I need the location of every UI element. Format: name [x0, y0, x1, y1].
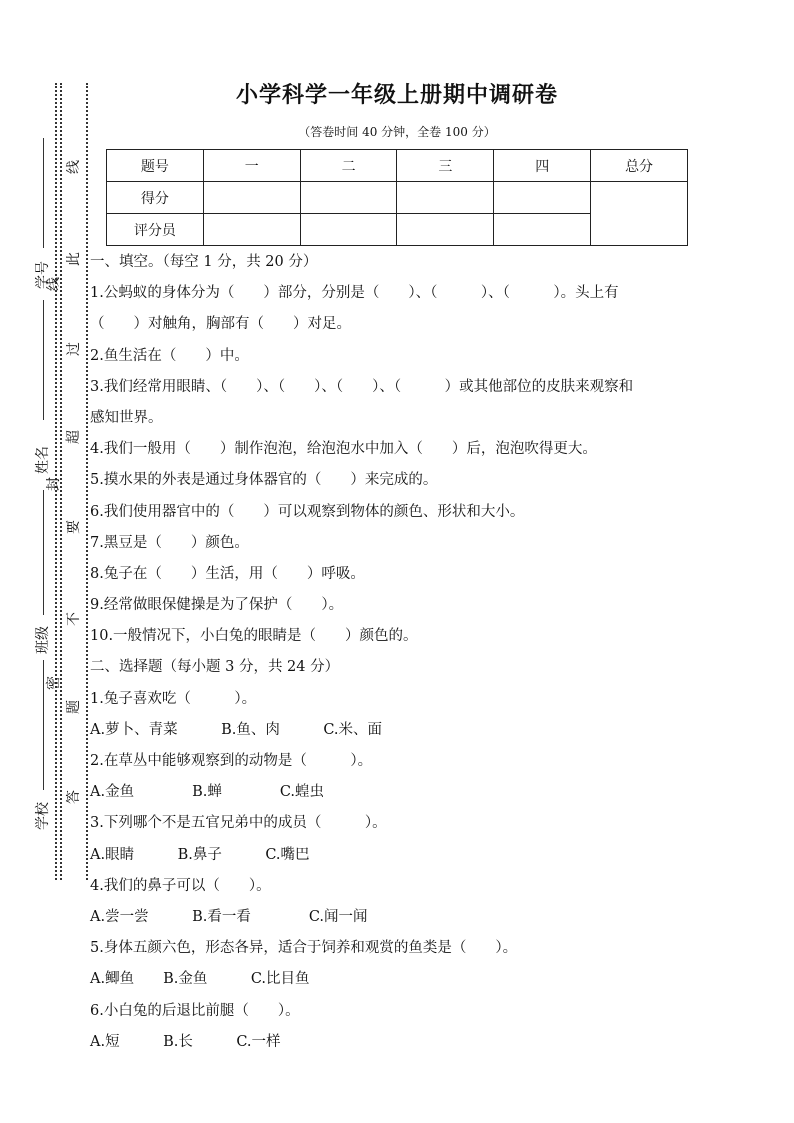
seal-char: 题: [66, 700, 82, 714]
table-header-cell: 四: [494, 150, 591, 182]
score-cell[interactable]: [203, 182, 300, 214]
answer-options: A.短 B.长 C.一样: [90, 1033, 281, 1050]
seal-char: 线: [46, 277, 62, 291]
row-label: 评分员: [107, 214, 204, 246]
class-label: 班级: [35, 626, 51, 654]
seal-char: 密: [46, 676, 62, 690]
answer-options: A.鲫鱼 B.金鱼 C.比目鱼: [90, 971, 310, 988]
table-row: [107, 150, 688, 182]
question-line: 6.小白兔的后退比前腿（ ）。: [90, 1002, 300, 1019]
score-table: [106, 149, 688, 246]
question-line: 2.在草丛中能够观察到的动物是（ ）。: [90, 753, 373, 769]
page-title: 小学科学一年级上册期中调研卷: [235, 83, 558, 108]
question-line: 1.兔子喜欢吃（ ）。: [90, 690, 257, 707]
question-line: 8.兔子在（ ）生活，用（ ）呼吸。: [90, 565, 365, 582]
school-blank: [43, 660, 44, 790]
grader-cell[interactable]: [300, 214, 397, 246]
binding-dotted-line: [86, 83, 88, 880]
answer-options: A.尝一尝 B.看一看 C.闻一闻: [90, 908, 368, 925]
question-line: 7.黑豆是（ ）颜色。: [90, 534, 249, 551]
question-line: 3.我们经常用眼睛、（ ）、（ ）、（ ）、（ ）或其他部位的皮肤来观察和: [90, 378, 634, 395]
name-label: 姓名: [35, 446, 51, 474]
table-header-cell: 二: [300, 150, 397, 182]
school-label: 学校: [35, 802, 51, 830]
seal-char: 要: [66, 520, 82, 534]
seal-char: 超: [66, 430, 82, 444]
seal-char: 此: [66, 252, 82, 266]
table-header-cell: 总分: [591, 150, 688, 182]
table-row: [107, 182, 688, 214]
student-id-blank: [43, 138, 44, 248]
answer-options: A.萝卜、青菜 B.鱼、肉 C.米、面: [90, 721, 383, 738]
question-line: 5.摸水果的外表是通过身体器官的（ ）来完成的。: [90, 472, 438, 489]
question-body: [90, 247, 730, 1058]
grader-cell[interactable]: [397, 214, 494, 246]
score-cell[interactable]: [494, 182, 591, 214]
question-line: 9.经常做眼保健操是为了保护（ ）。: [90, 597, 344, 614]
seal-char: 过: [66, 342, 82, 356]
grader-cell[interactable]: [203, 214, 300, 246]
class-blank: [43, 490, 44, 615]
table-header-cell: 三: [397, 150, 494, 182]
question-line: 2.鱼生活在（ ）中。: [90, 347, 249, 364]
question-line: （ ）对触角，胸部有（ ）对足。: [90, 316, 351, 333]
seal-char: 线: [66, 160, 82, 174]
question-line: 10.一般情况下，小白兔的眼睛是（ ）颜色的。: [90, 628, 418, 645]
section-heading: 二、选择题（每小题 3 分，共 24 分）: [90, 659, 340, 676]
section-heading: 一、填空。（每空 1 分，共 20 分）: [90, 254, 318, 270]
grader-cell[interactable]: [494, 214, 591, 246]
table-header-cell: 一: [203, 150, 300, 182]
student-id-label: 学号: [35, 261, 51, 289]
question-line: 1.公蚂蚁的身体分为（ ）部分，分别是（ ）、（ ）、（ ）。头上有: [90, 285, 619, 302]
answer-options: A.金鱼 B.蝉 C.蝗虫: [90, 784, 325, 801]
exam-subtitle: （答卷时间 40 分钟，全卷 100 分）: [298, 125, 496, 139]
score-cell[interactable]: [300, 182, 397, 214]
question-line: 4.我们的鼻子可以（ ）。: [90, 877, 271, 894]
seal-char: 不: [66, 612, 82, 626]
total-score-cell[interactable]: [591, 182, 688, 246]
question-line: 3.下列哪个不是五官兄弟中的成员（ ）。: [90, 815, 387, 832]
answer-options: A.眼睛 B.鼻子 C.嘴巴: [90, 846, 310, 863]
question-line: 感知世界。: [90, 409, 163, 426]
row-label: 得分: [107, 182, 204, 214]
name-blank: [43, 300, 44, 420]
score-cell[interactable]: [397, 182, 494, 214]
seal-char: 封: [46, 477, 62, 491]
question-line: 4.我们一般用（ ）制作泡泡，给泡泡水中加入（ ）后，泡泡吹得更大。: [90, 441, 597, 458]
question-line: 5.身体五颜六色，形态各异，适合于饲养和观赏的鱼类是（ ）。: [90, 940, 518, 957]
question-line: 6.我们使用器官中的（ ）可以观察到物体的颜色、形状和大小。: [90, 503, 525, 520]
table-header-cell: 题号: [107, 150, 204, 182]
seal-char: 答: [66, 790, 82, 804]
